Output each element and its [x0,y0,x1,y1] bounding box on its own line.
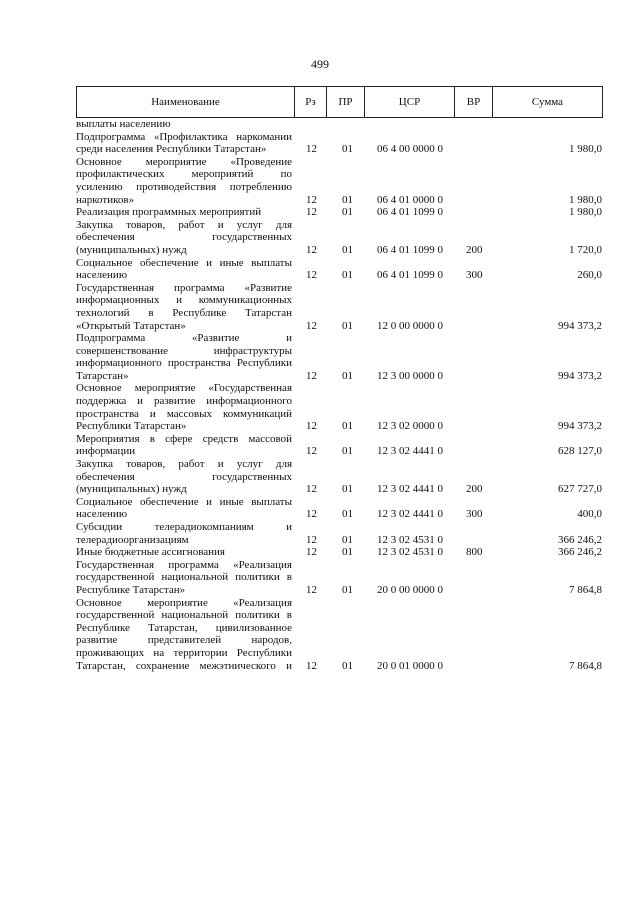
row-csr: 06 4 01 1099 0 [377,269,443,282]
row-rz: 12 [306,445,317,458]
row-vr: 300 [466,269,483,282]
header-name: Наименование [77,87,295,118]
header-sum: Сумма [493,87,603,118]
row-sum: 994 373,2 [558,319,602,332]
row-csr: 06 4 01 1099 0 [377,243,443,256]
row-rz: 12 [306,193,317,206]
row-name: Государственная программа «Развитие информационных и коммуникационных технологий в Республике Татарстан «Открытый Татарстан» [76,281,292,332]
row-pr: 01 [342,319,353,332]
row-csr: 12 3 02 0000 0 [377,420,443,433]
table-header [76,86,603,118]
row-sum: 994 373,2 [558,369,602,382]
table-row [76,206,602,219]
table-row [76,559,602,597]
row-csr: 06 4 00 0000 0 [377,143,443,156]
table-row [76,156,602,206]
row-sum: 1 980,0 [569,193,602,206]
row-name: Субсидии телерадиокомпаниям и телерадиоорганизациям [76,521,292,546]
row-name: Иные бюджетные ассигнования [76,546,225,559]
row-sum: 1 980,0 [569,143,602,156]
row-csr: 06 4 01 0000 0 [377,193,443,206]
row-name: Социальное обеспечение и иные выплаты населению [76,495,292,521]
row-name: Социальное обеспечение и иные выплаты населению [76,256,292,282]
row-csr: 12 3 02 4441 0 [377,508,443,521]
header-csr: ЦСР [365,87,455,118]
row-pr: 01 [342,483,353,496]
row-vr: 800 [466,546,483,559]
row-rz: 12 [306,369,317,382]
table-row [76,131,602,156]
row-sum: 7 864,8 [569,659,602,672]
page-number: 499 [311,57,329,71]
row-rz: 12 [306,420,317,433]
budget-table [76,86,602,672]
row-name: Основное мероприятие «Реализация государственной национальной политики в Республике Татарстан, цивилизованное развитие представителей народов, проживающих на территории Республики Татарстан, сохранение межэтнического и [76,596,292,672]
table-row [76,597,602,673]
row-sum: 366 246,2 [558,533,602,546]
table-row [76,458,602,496]
row-name: Закупка товаров, работ и услуг для обеспечения государственных (муниципальных) нужд [76,458,292,496]
row-rz: 12 [306,508,317,521]
row-rz: 12 [306,483,317,496]
row-name: Основное мероприятие «Государственная поддержка и развитие информационного пространства и массовых коммуникаций Республики Татарстан» [76,382,292,433]
row-sum: 627 727,0 [558,483,602,496]
row-pr: 01 [342,143,353,156]
row-name: выплаты населению [76,118,171,130]
table-body [76,118,602,672]
row-pr: 01 [342,420,353,433]
header-pr: ПР [327,87,365,118]
row-name: Закупка товаров, работ и услуг для обеспечения государственных (муниципальных) нужд [76,218,292,256]
row-pr: 01 [342,269,353,282]
row-rz: 12 [306,319,317,332]
table-row [76,496,602,521]
table-row [76,546,602,559]
row-vr: 300 [466,508,483,521]
row-csr: 12 3 02 4441 0 [377,483,443,496]
row-csr: 12 3 02 4531 0 [377,546,443,559]
table-row [76,433,602,458]
row-sum: 7 864,8 [569,583,602,596]
row-name: Подпрограмма «Развитие и совершенствование инфраструктуры информационного пространства Республики Татарстан» [76,332,292,382]
header-rz: Рз [295,87,327,118]
row-pr: 01 [342,445,353,458]
table-row [76,219,602,257]
row-name: Мероприятия в сфере средств массовой информации [76,432,292,458]
row-sum: 366 246,2 [558,546,602,559]
table-row [76,521,602,546]
row-csr: 12 3 02 4531 0 [377,533,443,546]
row-pr: 01 [342,508,353,521]
row-csr: 12 0 00 0000 0 [377,319,443,332]
row-name: Основное мероприятие «Проведение профилактических мероприятий по усилению противодействия потреблению наркотиков» [76,155,292,206]
row-name: Реализация программных мероприятий [76,206,262,219]
row-vr: 200 [466,483,483,496]
row-csr: 12 3 02 4441 0 [377,445,443,458]
row-vr: 200 [466,243,483,256]
row-sum: 628 127,0 [558,445,602,458]
row-name: Государственная программа «Реализация государственной национальной политики в Республике Татарстан» [76,558,292,596]
row-sum: 260,0 [577,269,602,282]
row-rz: 12 [306,659,317,672]
table-row [76,282,602,332]
row-csr: 20 0 01 0000 0 [377,659,443,672]
row-csr: 20 0 00 0000 0 [377,583,443,596]
row-sum: 1 980,0 [569,206,602,219]
row-pr: 01 [342,533,353,546]
row-rz: 12 [306,269,317,282]
row-pr: 01 [342,546,353,559]
row-sum: 400,0 [577,508,602,521]
row-pr: 01 [342,193,353,206]
header-vr: ВР [455,87,493,118]
row-rz: 12 [306,546,317,559]
row-pr: 01 [342,243,353,256]
row-pr: 01 [342,206,353,219]
row-csr: 06 4 01 1099 0 [377,206,443,219]
table-row [76,332,602,382]
row-rz: 12 [306,533,317,546]
row-name: Подпрограмма «Профилактика наркомании среди населения Республики Татарстан» [76,130,292,156]
table-row [76,118,602,131]
row-pr: 01 [342,583,353,596]
row-rz: 12 [306,143,317,156]
row-sum: 994 373,2 [558,420,602,433]
row-pr: 01 [342,369,353,382]
row-sum: 1 720,0 [569,243,602,256]
row-rz: 12 [306,583,317,596]
table-row [76,382,602,432]
row-csr: 12 3 00 0000 0 [377,369,443,382]
table-row [76,257,602,282]
row-pr: 01 [342,659,353,672]
row-rz: 12 [306,206,317,219]
row-rz: 12 [306,243,317,256]
